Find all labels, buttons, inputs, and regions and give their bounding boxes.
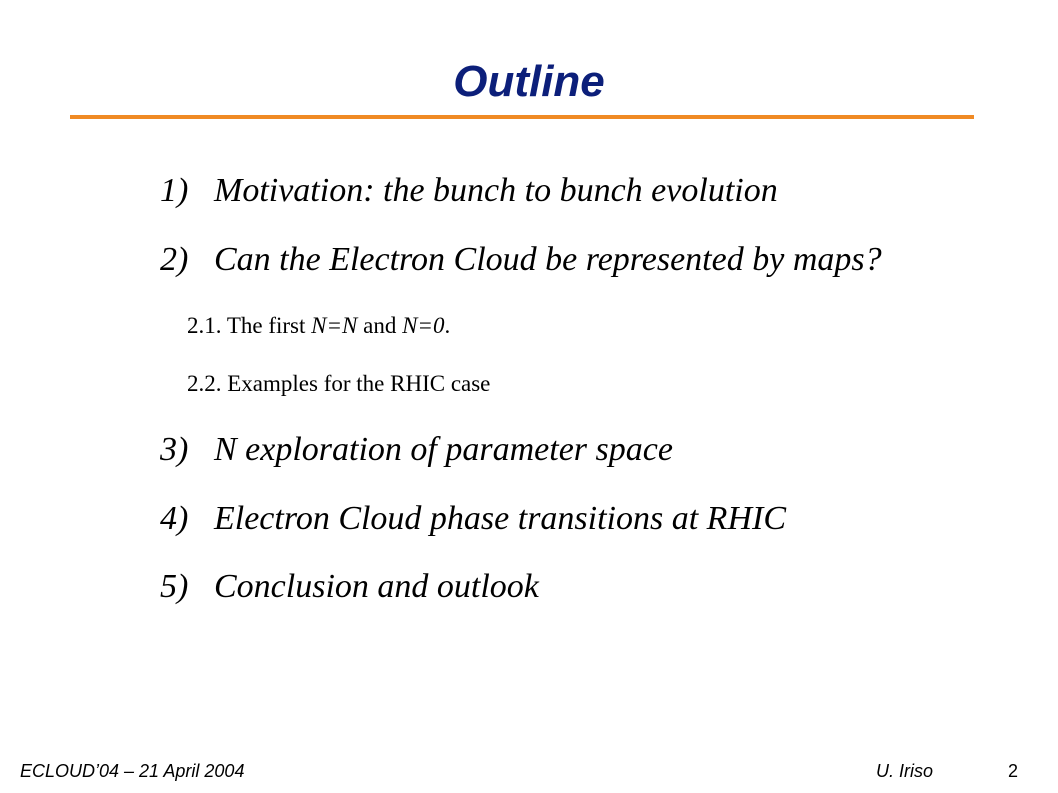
outline-item [160,567,539,608]
outline-item [160,171,778,212]
slide-title: Outline [453,57,605,106]
outline-item-text: Motivation: the bunch to bunch evolution [214,172,778,209]
outline-item-text: Conclusion and outlook [214,568,539,605]
subitem-prefix: 2.1. The first [187,313,312,338]
outline-subitem [187,312,450,340]
outline-item [160,430,673,471]
subitem-connector: and [357,313,403,338]
outline-item-number: 2) [160,241,189,278]
outline-subitem [187,370,490,398]
footer-author: U. Iriso [876,761,934,781]
title-underline [70,115,974,119]
footer-event: ECLOUD’04 – 21 April 2004 [20,761,245,781]
outline-item-number: 5) [160,568,189,605]
outline-item-text: Can the Electron Cloud be represented by maps? [214,241,882,278]
outline-item [160,499,786,540]
outline-item-number: 1) [160,172,189,209]
outline-item-text: N exploration of parameter space [214,431,673,468]
page-number: 2 [1008,761,1019,781]
subitem-variable: N=0 [402,313,445,338]
subitem-text: 2.2. Examples for the RHIC case [187,371,491,396]
outline-item-text: Electron Cloud phase transitions at RHIC [214,500,787,537]
subitem-suffix: . [444,313,451,338]
outline-item-number: 3) [160,431,189,468]
outline-item [160,240,882,281]
subitem-variable: N=N [311,313,358,338]
outline-item-number: 4) [160,500,189,537]
